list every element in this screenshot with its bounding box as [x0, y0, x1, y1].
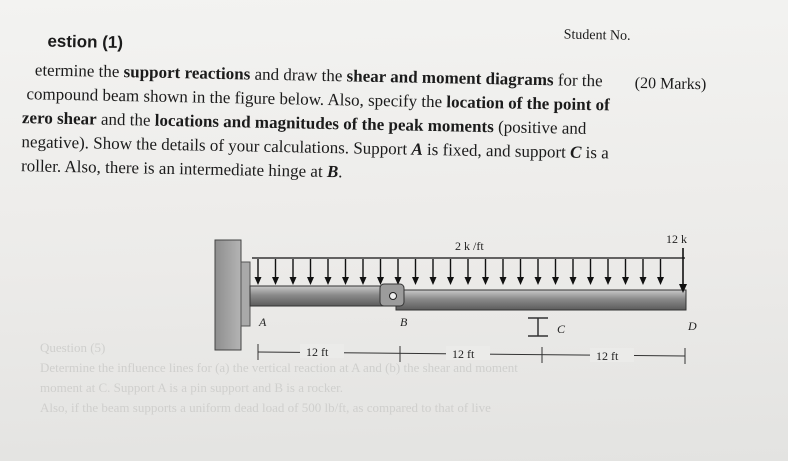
- marks-label: (20 Marks): [634, 74, 707, 94]
- roller-support-c: [528, 318, 548, 336]
- load-arrow-head: [255, 277, 262, 285]
- load-arrow-head: [360, 277, 367, 285]
- hinge-b: [380, 284, 404, 306]
- span-label-cd: 12 ft: [596, 349, 619, 363]
- label-a: A: [259, 315, 267, 329]
- label-b: B: [400, 315, 408, 329]
- load-arrow-head: [482, 277, 489, 285]
- label-d: D: [688, 319, 697, 333]
- point-load-d: [679, 248, 687, 293]
- load-arrow-head: [430, 277, 437, 285]
- load-arrow-head: [640, 277, 647, 285]
- load-arrow-head: [500, 277, 507, 285]
- load-arrow-head: [657, 277, 664, 285]
- beam: [250, 286, 686, 310]
- question-line-3: zero shear and the locations and magnitudes of the peak moments (positive and: [21, 108, 587, 138]
- student-number-label: Student No.: [563, 27, 631, 44]
- faded-line-3: Also, if the beam supports a uniform dead load of 500 lb/ft, as compared to that of live: [40, 400, 491, 415]
- faded-line-1: Determine the influence lines for (a) the vertical reaction at A and (b) the shear and moment: [40, 360, 518, 375]
- load-arrow-head: [272, 277, 279, 285]
- faded-line-2: moment at C. Support A is a pin support and B is a rocker.: [40, 380, 343, 395]
- load-label: 2 k /ft: [455, 239, 484, 253]
- label-c: C: [557, 322, 566, 336]
- question-title: estion (1): [47, 31, 124, 53]
- question-line-4: negative). Show the details of your calculations. Support A is fixed, and support C is a: [21, 132, 609, 163]
- load-arrow-head: [307, 277, 314, 285]
- faded-question-title: Question (5): [40, 340, 106, 355]
- load-arrow-head: [290, 277, 297, 285]
- load-arrow-head: [342, 277, 349, 285]
- question-line-1: etermine the support reactions and draw the shear and moment diagrams for the: [34, 60, 603, 91]
- question-line-5: roller. Also, there is an intermediate hinge at B.: [20, 156, 343, 182]
- span-label-ab: 12 ft: [306, 345, 329, 359]
- load-arrow-head: [605, 277, 612, 285]
- distributed-load: [252, 258, 685, 285]
- question-line-2: compound beam shown in the figure below. Also, specify the location of the point of: [26, 84, 610, 115]
- load-arrow-head: [412, 277, 419, 285]
- load-arrow-head: [622, 277, 629, 285]
- load-arrow-head: [552, 277, 559, 285]
- load-arrow-head: [465, 277, 472, 285]
- point-load-label: 12 k: [666, 232, 687, 246]
- load-arrow-head: [570, 277, 577, 285]
- span-label-bc: 12 ft: [452, 347, 475, 361]
- load-arrow-head: [325, 277, 332, 285]
- load-arrow-head: [535, 277, 542, 285]
- load-arrow-head: [517, 277, 524, 285]
- load-arrow-head: [447, 277, 454, 285]
- load-arrow-head: [587, 277, 594, 285]
